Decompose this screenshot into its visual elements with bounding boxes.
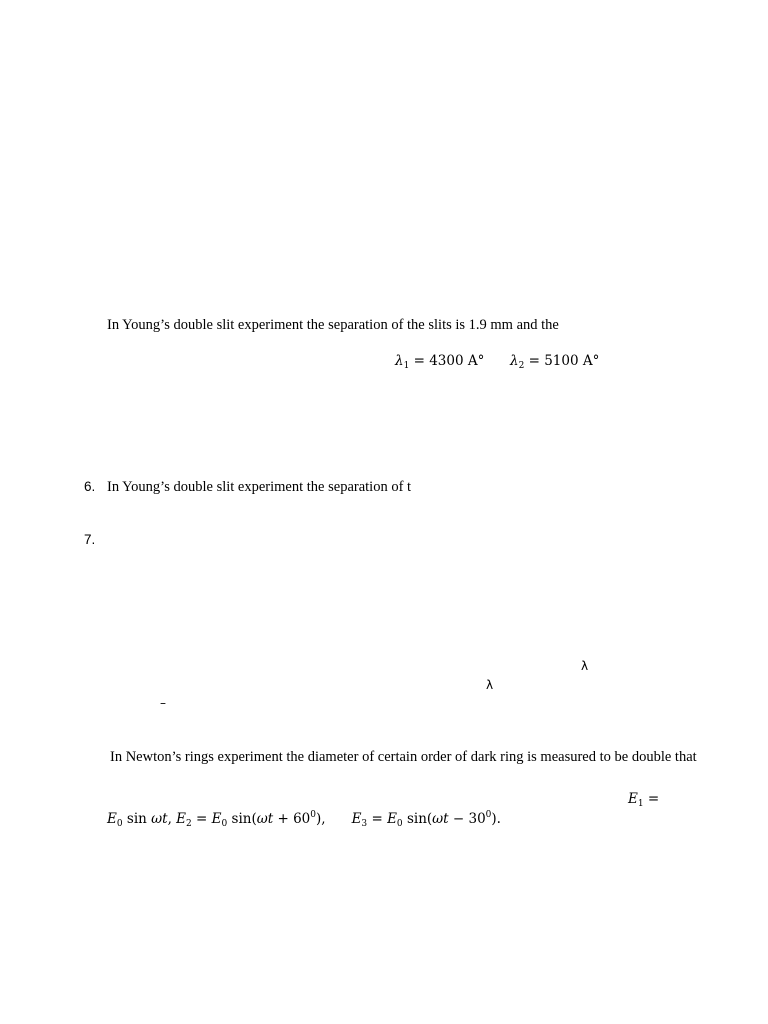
e1-rhs: = xyxy=(643,791,660,807)
sin-text: sin xyxy=(122,811,152,827)
lambda1-equation xyxy=(395,352,484,370)
close-paren: ), xyxy=(316,811,326,827)
comma: , xyxy=(167,811,177,827)
e0-sub-3: 0 xyxy=(396,819,403,829)
sin-open: sin( xyxy=(227,811,257,827)
e0-symbol-3: E xyxy=(387,811,397,827)
e2-sub: 2 xyxy=(186,819,192,829)
e1-sub: 1 xyxy=(637,799,644,809)
degree-sup: 0 xyxy=(310,810,316,820)
degree-sup-2: 0 xyxy=(485,810,492,820)
e0-sub: 0 xyxy=(116,819,123,829)
close-paren-2: ). xyxy=(491,811,501,827)
lambda1-symbol: λ xyxy=(395,353,404,369)
young-intro-line: In Young’s double slit experiment the separation of the slits is 1.9 mm and the xyxy=(107,317,559,333)
omega-t: ωt xyxy=(151,811,168,827)
minus-30: − 30 xyxy=(448,811,486,827)
lambda2-symbol: λ xyxy=(510,353,519,369)
e1-symbol: E xyxy=(628,791,638,807)
newton-rings-line: In Newton’s rings experiment the diameter of certain order of dark ring is measured to be double that xyxy=(110,749,697,765)
equals-2: = xyxy=(367,811,388,827)
lambda-symbol-b: λ xyxy=(486,678,494,692)
e1-equation xyxy=(628,790,659,808)
question-6-number: 6. xyxy=(84,479,96,494)
lambda2-equation xyxy=(510,352,599,370)
lambda-symbol-a: λ xyxy=(581,659,589,673)
lambda1-sub: 1 xyxy=(403,361,410,371)
e2-symbol: E xyxy=(176,811,187,827)
e0-sub-2: 0 xyxy=(221,819,228,829)
e3-sub: 3 xyxy=(361,819,368,829)
question-7-number: 7. xyxy=(84,532,96,547)
lambda2-sub: 2 xyxy=(518,361,525,371)
lambda2-rhs: = 5100 A° xyxy=(524,353,600,369)
dash-mark: – xyxy=(160,696,166,710)
omega-t-3: ωt xyxy=(432,811,449,827)
equals: = xyxy=(191,811,212,827)
lambda1-rhs: = 4300 A° xyxy=(409,353,485,369)
e-equations-row xyxy=(107,810,501,828)
sin-open-2: sin( xyxy=(402,811,433,827)
omega-t-2: ωt xyxy=(256,811,274,827)
question-6-text: In Young’s double slit experiment the separation of t xyxy=(107,479,412,495)
e0-symbol: E xyxy=(107,811,117,827)
e3-symbol: E xyxy=(351,811,362,827)
plus-60: + 60 xyxy=(273,811,311,827)
e0-symbol-2: E xyxy=(211,811,222,827)
